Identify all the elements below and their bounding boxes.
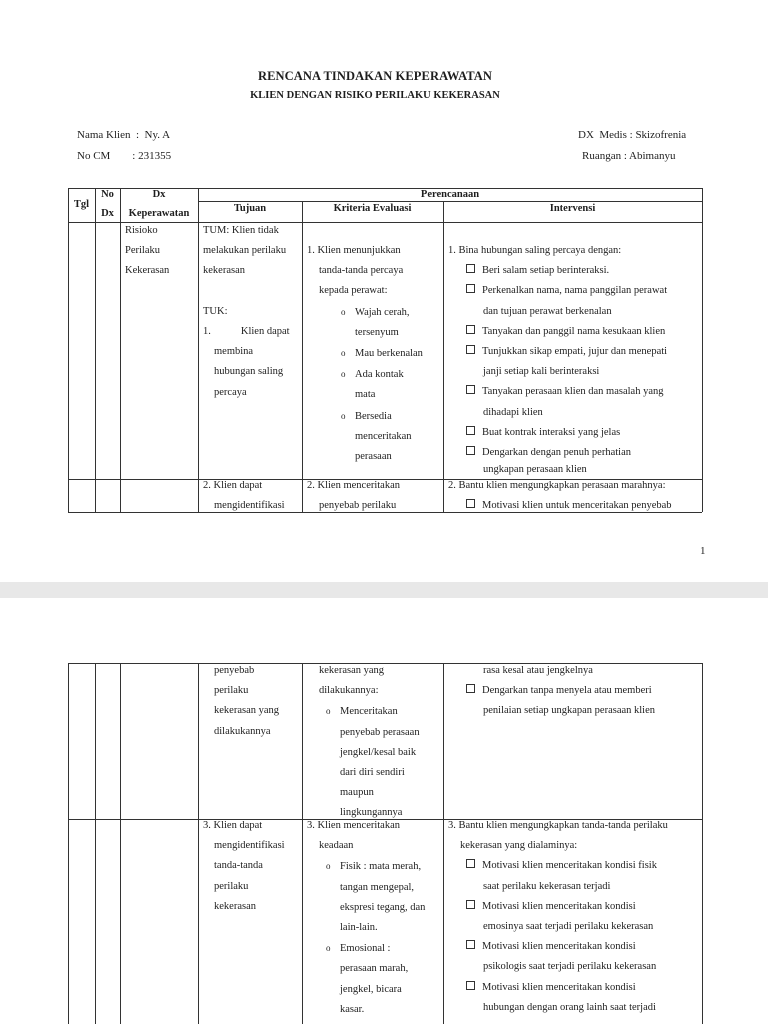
dx-line: Perilaku bbox=[125, 245, 160, 257]
spacer bbox=[203, 282, 290, 302]
document-subtitle: KLIEN DENGAN RISIKO PERILAKU KEKERASAN bbox=[250, 90, 500, 101]
tuk-line: hubungan saling bbox=[214, 366, 284, 378]
checkbox-icon bbox=[466, 684, 475, 693]
intervensi-item: Motivasi klien menceritakan kondisi fisik bbox=[448, 856, 668, 876]
intervensi-item: Dengarkan tanpa menyela atau memberi bbox=[448, 681, 655, 701]
intervensi-item: Tanyakan perasaan klien dan masalah yang bbox=[448, 382, 667, 402]
tujuan-line: mengidentifikasi bbox=[214, 840, 285, 852]
kriteria-bullet-cont: dari diri sendiri bbox=[340, 767, 405, 779]
header-kriteria: Kriteria Evaluasi bbox=[333, 203, 412, 214]
dx-medis: DX Medis : Skizofrenia bbox=[578, 129, 687, 141]
table-border-right bbox=[702, 188, 703, 512]
intervensi-cell-2 bbox=[448, 476, 672, 516]
kriteria-bullet-cont: maupun bbox=[340, 787, 374, 799]
table-col-divider bbox=[120, 663, 121, 1024]
table-border-right bbox=[702, 663, 703, 1024]
table-col-divider bbox=[198, 188, 199, 512]
kriteria-line: 3. Klien menceritakan bbox=[307, 820, 401, 831]
table-col-divider bbox=[95, 188, 96, 512]
intervensi-item-cont: hubungan dengan orang lainh saat terjadi bbox=[483, 1001, 656, 1013]
page-number: 1 bbox=[700, 545, 706, 557]
checkbox-icon bbox=[466, 499, 475, 508]
intervensi-item: Motivasi klien untuk menceritakan penyebab bbox=[448, 496, 672, 516]
intervensi-item-cont: emosinya saat terjadi perilaku kekerasan bbox=[483, 921, 654, 933]
intervensi-lead-cont: kekerasan yang dialaminya: bbox=[460, 840, 578, 852]
dx-line: Risioko bbox=[125, 225, 158, 236]
kriteria-bullet-cont: tangan mengepal, bbox=[340, 881, 415, 893]
intervensi-item: Motivasi klien menceritakan kondisi bbox=[448, 978, 668, 998]
kriteria-cell-3 bbox=[307, 816, 425, 1020]
kriteria-bullet-cont: kasar. bbox=[340, 1003, 365, 1015]
kriteria-bullet-cont: jengkel, bicara bbox=[340, 983, 402, 995]
kriteria-cell-2 bbox=[307, 476, 400, 516]
kriteria-line: tanda-tanda percaya bbox=[319, 265, 404, 277]
header-dx-short: Dx bbox=[101, 208, 114, 219]
tujuan-line: 2. Klien dapat bbox=[203, 480, 263, 491]
kriteria-cell-1 bbox=[307, 241, 423, 467]
checkbox-icon bbox=[466, 940, 475, 949]
kriteria-bullet: o Bersedia bbox=[341, 410, 392, 422]
checkbox-icon bbox=[466, 284, 475, 293]
table-col-divider bbox=[302, 201, 303, 512]
kriteria-bullet-cont: tersenyum bbox=[355, 326, 399, 338]
intervensi-item: Dengarkan dengan penuh perhatian bbox=[448, 443, 667, 463]
tum-line: melakukan perilaku bbox=[203, 245, 287, 257]
tujuan-cell-2 bbox=[203, 476, 285, 516]
tujuan-line: dilakukannya bbox=[214, 725, 271, 737]
intervensi-item-cont: psikologis saat terjadi perilaku kekerasan bbox=[483, 961, 657, 973]
tum-line: kekerasan bbox=[203, 265, 245, 277]
checkbox-icon bbox=[466, 859, 475, 868]
document-page-2 bbox=[0, 598, 768, 1024]
table-border-left bbox=[68, 663, 69, 1024]
kriteria-bullet-cont: penyebab perasaan bbox=[340, 726, 420, 738]
tujuan-line: kekerasan bbox=[214, 900, 256, 912]
table-col-divider bbox=[198, 663, 199, 1024]
intervensi-item-cont: dihadapi klien bbox=[483, 406, 543, 418]
intervensi-item-cont: dan tujuan perawat berkenalan bbox=[483, 305, 612, 317]
tuk1-text: Klien dapat bbox=[240, 326, 290, 337]
nama-klien: Nama Klien : Ny. A bbox=[77, 129, 171, 141]
tujuan-cell-2-cont bbox=[214, 661, 279, 742]
header-tgl: Tgl bbox=[73, 199, 90, 210]
checkbox-icon bbox=[466, 446, 475, 455]
table-col-divider bbox=[302, 663, 303, 1024]
intervensi-lead: 3. Bantu klien mengungkapkan tanda-tanda perilaku bbox=[448, 820, 668, 831]
header-intervensi: Intervensi bbox=[549, 203, 596, 214]
ruangan: Ruangan : Abimanyu bbox=[582, 150, 676, 162]
kriteria-bullet-cont: perasaan marah, bbox=[340, 963, 409, 975]
kriteria-line: kepada perawat: bbox=[319, 285, 388, 297]
tuk-label: TUK: bbox=[203, 305, 228, 317]
kriteria-bullet-cont: menceritakan bbox=[355, 430, 412, 442]
table-col-divider bbox=[443, 663, 444, 1024]
header-tujuan: Tujuan bbox=[233, 203, 267, 214]
kriteria-bullet-cont: perasaan bbox=[355, 451, 392, 463]
intervensi-item-cont: rasa kesal atau jengkelnya bbox=[483, 665, 593, 676]
page-separator bbox=[0, 582, 768, 598]
tujuan-line: perilaku bbox=[214, 880, 249, 892]
table-col-divider bbox=[120, 188, 121, 512]
header-dx: Dx bbox=[152, 189, 166, 200]
checkbox-icon bbox=[466, 981, 475, 990]
intervensi-cell-3 bbox=[448, 816, 668, 1018]
table-border-left bbox=[68, 188, 69, 512]
checkbox-icon bbox=[466, 264, 475, 273]
kriteria-bullet: o Mau berkenalan bbox=[341, 348, 423, 360]
kriteria-bullet-cont: jengkel/kesal baik bbox=[340, 746, 417, 758]
kriteria-bullet-cont: ekspresi tegang, dan bbox=[340, 901, 426, 913]
intervensi-item: Motivasi klien menceritakan kondisi bbox=[448, 897, 668, 917]
tujuan-line: tanda-tanda bbox=[214, 860, 263, 872]
document-title: RENCANA TINDAKAN KEPERAWATAN bbox=[257, 69, 493, 83]
checkbox-icon bbox=[466, 426, 475, 435]
intervensi-item-cont: saat perilaku kekerasan terjadi bbox=[483, 880, 611, 892]
table-col-divider bbox=[443, 201, 444, 512]
kriteria-line: 2. Klien menceritakan bbox=[307, 480, 401, 491]
kriteria-bullet: o Fisik : mata merah, bbox=[326, 861, 422, 873]
kriteria-bullet-cont: mata bbox=[355, 389, 376, 401]
intervensi-item: Buat kontrak interaksi yang jelas bbox=[448, 423, 667, 443]
intervensi-item-cont: penilaian setiap ungkapan perasaan klien bbox=[483, 705, 656, 717]
kriteria-bullet: o Menceritakan bbox=[326, 706, 398, 718]
header-perencanaan: Perencanaan bbox=[420, 189, 480, 200]
intervensi-item-cont: janji setiap kali berinteraksi bbox=[483, 366, 600, 378]
intervensi-lead: 1. Bina hubungan saling percaya dengan: bbox=[448, 245, 622, 256]
intervensi-item: Perkenalkan nama, nama panggilan perawat bbox=[448, 281, 667, 301]
tujuan-line: kekerasan yang bbox=[214, 705, 280, 717]
kriteria-bullet-cont: lain-lain. bbox=[340, 922, 378, 934]
tujuan-line: perilaku bbox=[214, 685, 249, 697]
tujuan-line: mengidentifikasi bbox=[214, 500, 285, 512]
tujuan-line: penyebab bbox=[214, 665, 255, 676]
tujuan-cell-3 bbox=[203, 816, 285, 917]
checkbox-icon bbox=[466, 325, 475, 334]
tujuan-cell-1 bbox=[203, 221, 290, 403]
checkbox-icon bbox=[466, 345, 475, 354]
no-cm: No CM : 231355 bbox=[77, 150, 172, 162]
intervensi-cell-1 bbox=[448, 241, 667, 477]
kriteria-bullet-cont: lingkungannya bbox=[340, 807, 403, 819]
header-no: No bbox=[101, 189, 114, 200]
intervensi-item: Beri salam setiap berinteraksi. bbox=[448, 261, 667, 281]
intervensi-lead: 2. Bantu klien mengungkapkan perasaan marahnya: bbox=[448, 480, 666, 491]
kriteria-bullet: o Emosional : bbox=[326, 943, 391, 955]
dx-line: Kekerasan bbox=[125, 265, 170, 277]
tum-line: TUM: Klien tidak bbox=[203, 225, 279, 236]
intervensi-item: Tanyakan dan panggil nama kesukaan klien bbox=[448, 322, 667, 342]
intervensi-cell-2-cont bbox=[448, 661, 655, 722]
tuk1-number: 1. bbox=[203, 326, 211, 337]
table-border-header-mid bbox=[198, 201, 702, 202]
header-keperawatan: Keperawatan bbox=[128, 208, 190, 219]
kriteria-line: keadaan bbox=[319, 840, 354, 852]
kriteria-line: dilakukannya: bbox=[319, 685, 379, 697]
checkbox-icon bbox=[466, 900, 475, 909]
table-col-divider bbox=[95, 663, 96, 1024]
tujuan-line: 3. Klien dapat bbox=[203, 820, 263, 831]
intervensi-item: Tunjukkan sikap empati, jujur dan menepati bbox=[448, 342, 667, 362]
dx-cell bbox=[125, 221, 169, 282]
intervensi-item-cont: ungkapan perasaan klien bbox=[483, 464, 587, 476]
kriteria-bullet: o Wajah cerah, bbox=[341, 306, 410, 318]
kriteria-line: 1. Klien menunjukkan bbox=[307, 245, 401, 256]
intervensi-item: Motivasi klien menceritakan kondisi bbox=[448, 937, 668, 957]
tuk-line: membina bbox=[214, 346, 254, 358]
tuk-line: percaya bbox=[214, 386, 247, 398]
kriteria-line: kekerasan yang bbox=[319, 665, 385, 676]
kriteria-line: penyebab perilaku bbox=[319, 500, 397, 512]
kriteria-bullet: o Ada kontak bbox=[341, 369, 404, 381]
kriteria-cell-2-cont bbox=[319, 661, 420, 824]
checkbox-icon bbox=[466, 385, 475, 394]
tuk1-first bbox=[203, 322, 290, 342]
